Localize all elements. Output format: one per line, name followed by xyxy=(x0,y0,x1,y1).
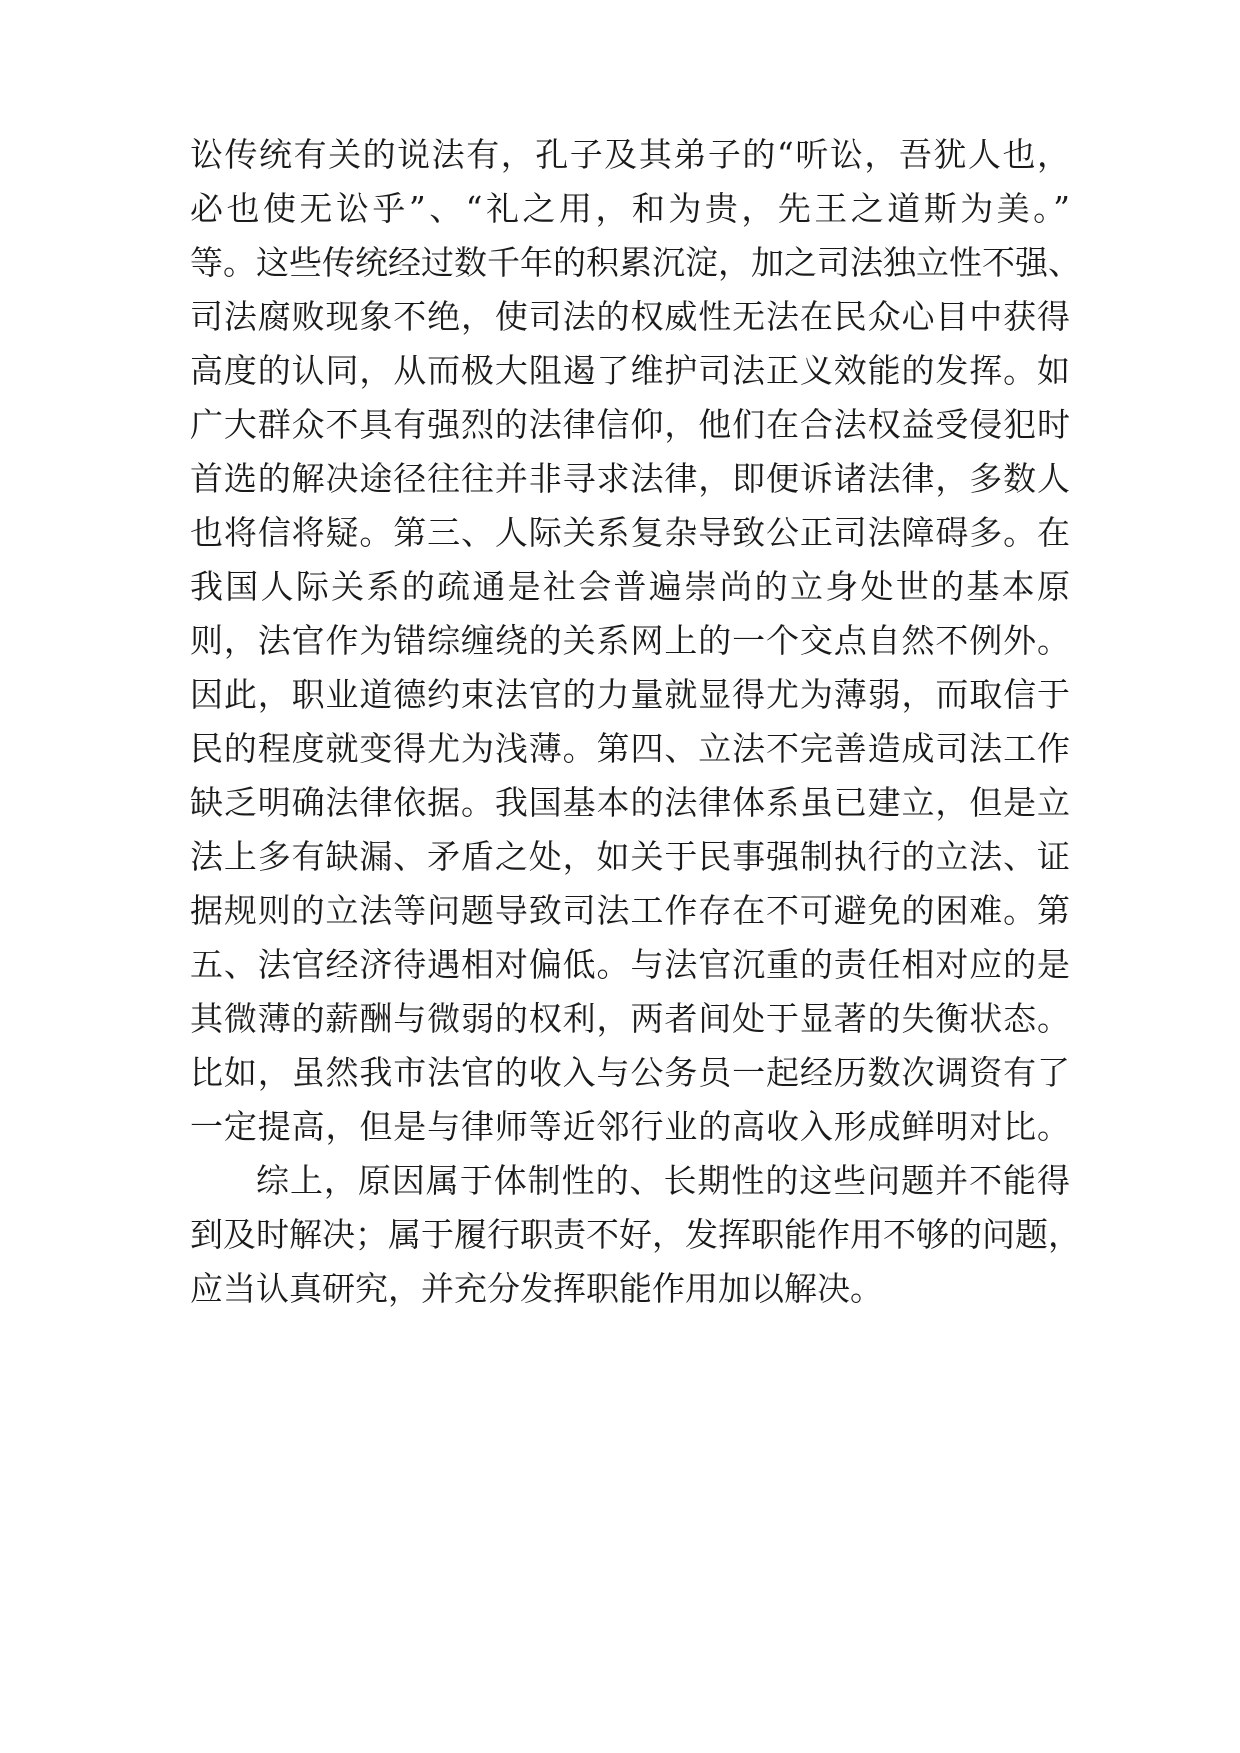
text-line: 首选的解决途径往往并非寻求法律，即便诉诸法律，多数人 xyxy=(190,459,1070,498)
text-line: 等。这些传统经过数千年的积累沉淀，加之司法独立性不强、 xyxy=(190,243,1081,282)
text-line: 因此，职业道德约束法官的力量就显得尤为薄弱，而取信于 xyxy=(190,675,1070,714)
text-line: 法上多有缺漏、矛盾之处，如关于民事强制执行的立法、证 xyxy=(190,837,1070,876)
text-line: 一定提高，但是与律师等近邻行业的高收入形成鲜明对比。 xyxy=(190,1107,1070,1146)
text-line: 则，法官作为错综缠绕的关系网上的一个交点自然不例外。 xyxy=(190,621,1070,660)
text-line: 讼传统有关的说法有，孔子及其弟子的“听讼，吾犹人也， xyxy=(190,135,1070,174)
text-line: 必也使无讼乎”、“礼之用，和为贵，先王之道斯为美。” xyxy=(190,189,1070,228)
document-body xyxy=(190,128,1081,1316)
text-line: 比如，虽然我市法官的收入与公务员一起经历数次调资有了 xyxy=(190,1053,1070,1092)
text-line: 据规则的立法等问题导致司法工作存在不可避免的困难。第 xyxy=(190,891,1070,930)
text-line: 我国人际关系的疏通是社会普遍崇尚的立身处世的基本原 xyxy=(190,567,1070,606)
paragraph-2 xyxy=(190,1154,1081,1316)
text-line: 广大群众不具有强烈的法律信仰，他们在合法权益受侵犯时 xyxy=(190,405,1070,444)
text-line: 其微薄的薪酬与微弱的权利，两者间处于显著的失衡状态。 xyxy=(190,999,1070,1038)
paragraph-1 xyxy=(190,128,1081,1154)
text-line: 五、法官经济待遇相对偏低。与法官沉重的责任相对应的是 xyxy=(190,945,1070,984)
text-line: 缺乏明确法律依据。我国基本的法律体系虽已建立，但是立 xyxy=(190,783,1070,822)
text-line: 综上，原因属于体制性的、长期性的这些问题并不能得 xyxy=(256,1161,1070,1200)
text-line: 应当认真研究，并充分发挥职能作用加以解决。 xyxy=(190,1269,883,1308)
text-line: 高度的认同，从而极大阻遏了维护司法正义效能的发挥。如 xyxy=(190,351,1070,390)
text-line: 也将信将疑。第三、人际关系复杂导致公正司法障碍多。在 xyxy=(190,513,1070,552)
text-line: 到及时解决；属于履行职责不好，发挥职能作用不够的问题， xyxy=(190,1215,1081,1254)
text-line: 民的程度就变得尤为浅薄。第四、立法不完善造成司法工作 xyxy=(190,729,1070,768)
text-line: 司法腐败现象不绝，使司法的权威性无法在民众心目中获得 xyxy=(190,297,1070,336)
